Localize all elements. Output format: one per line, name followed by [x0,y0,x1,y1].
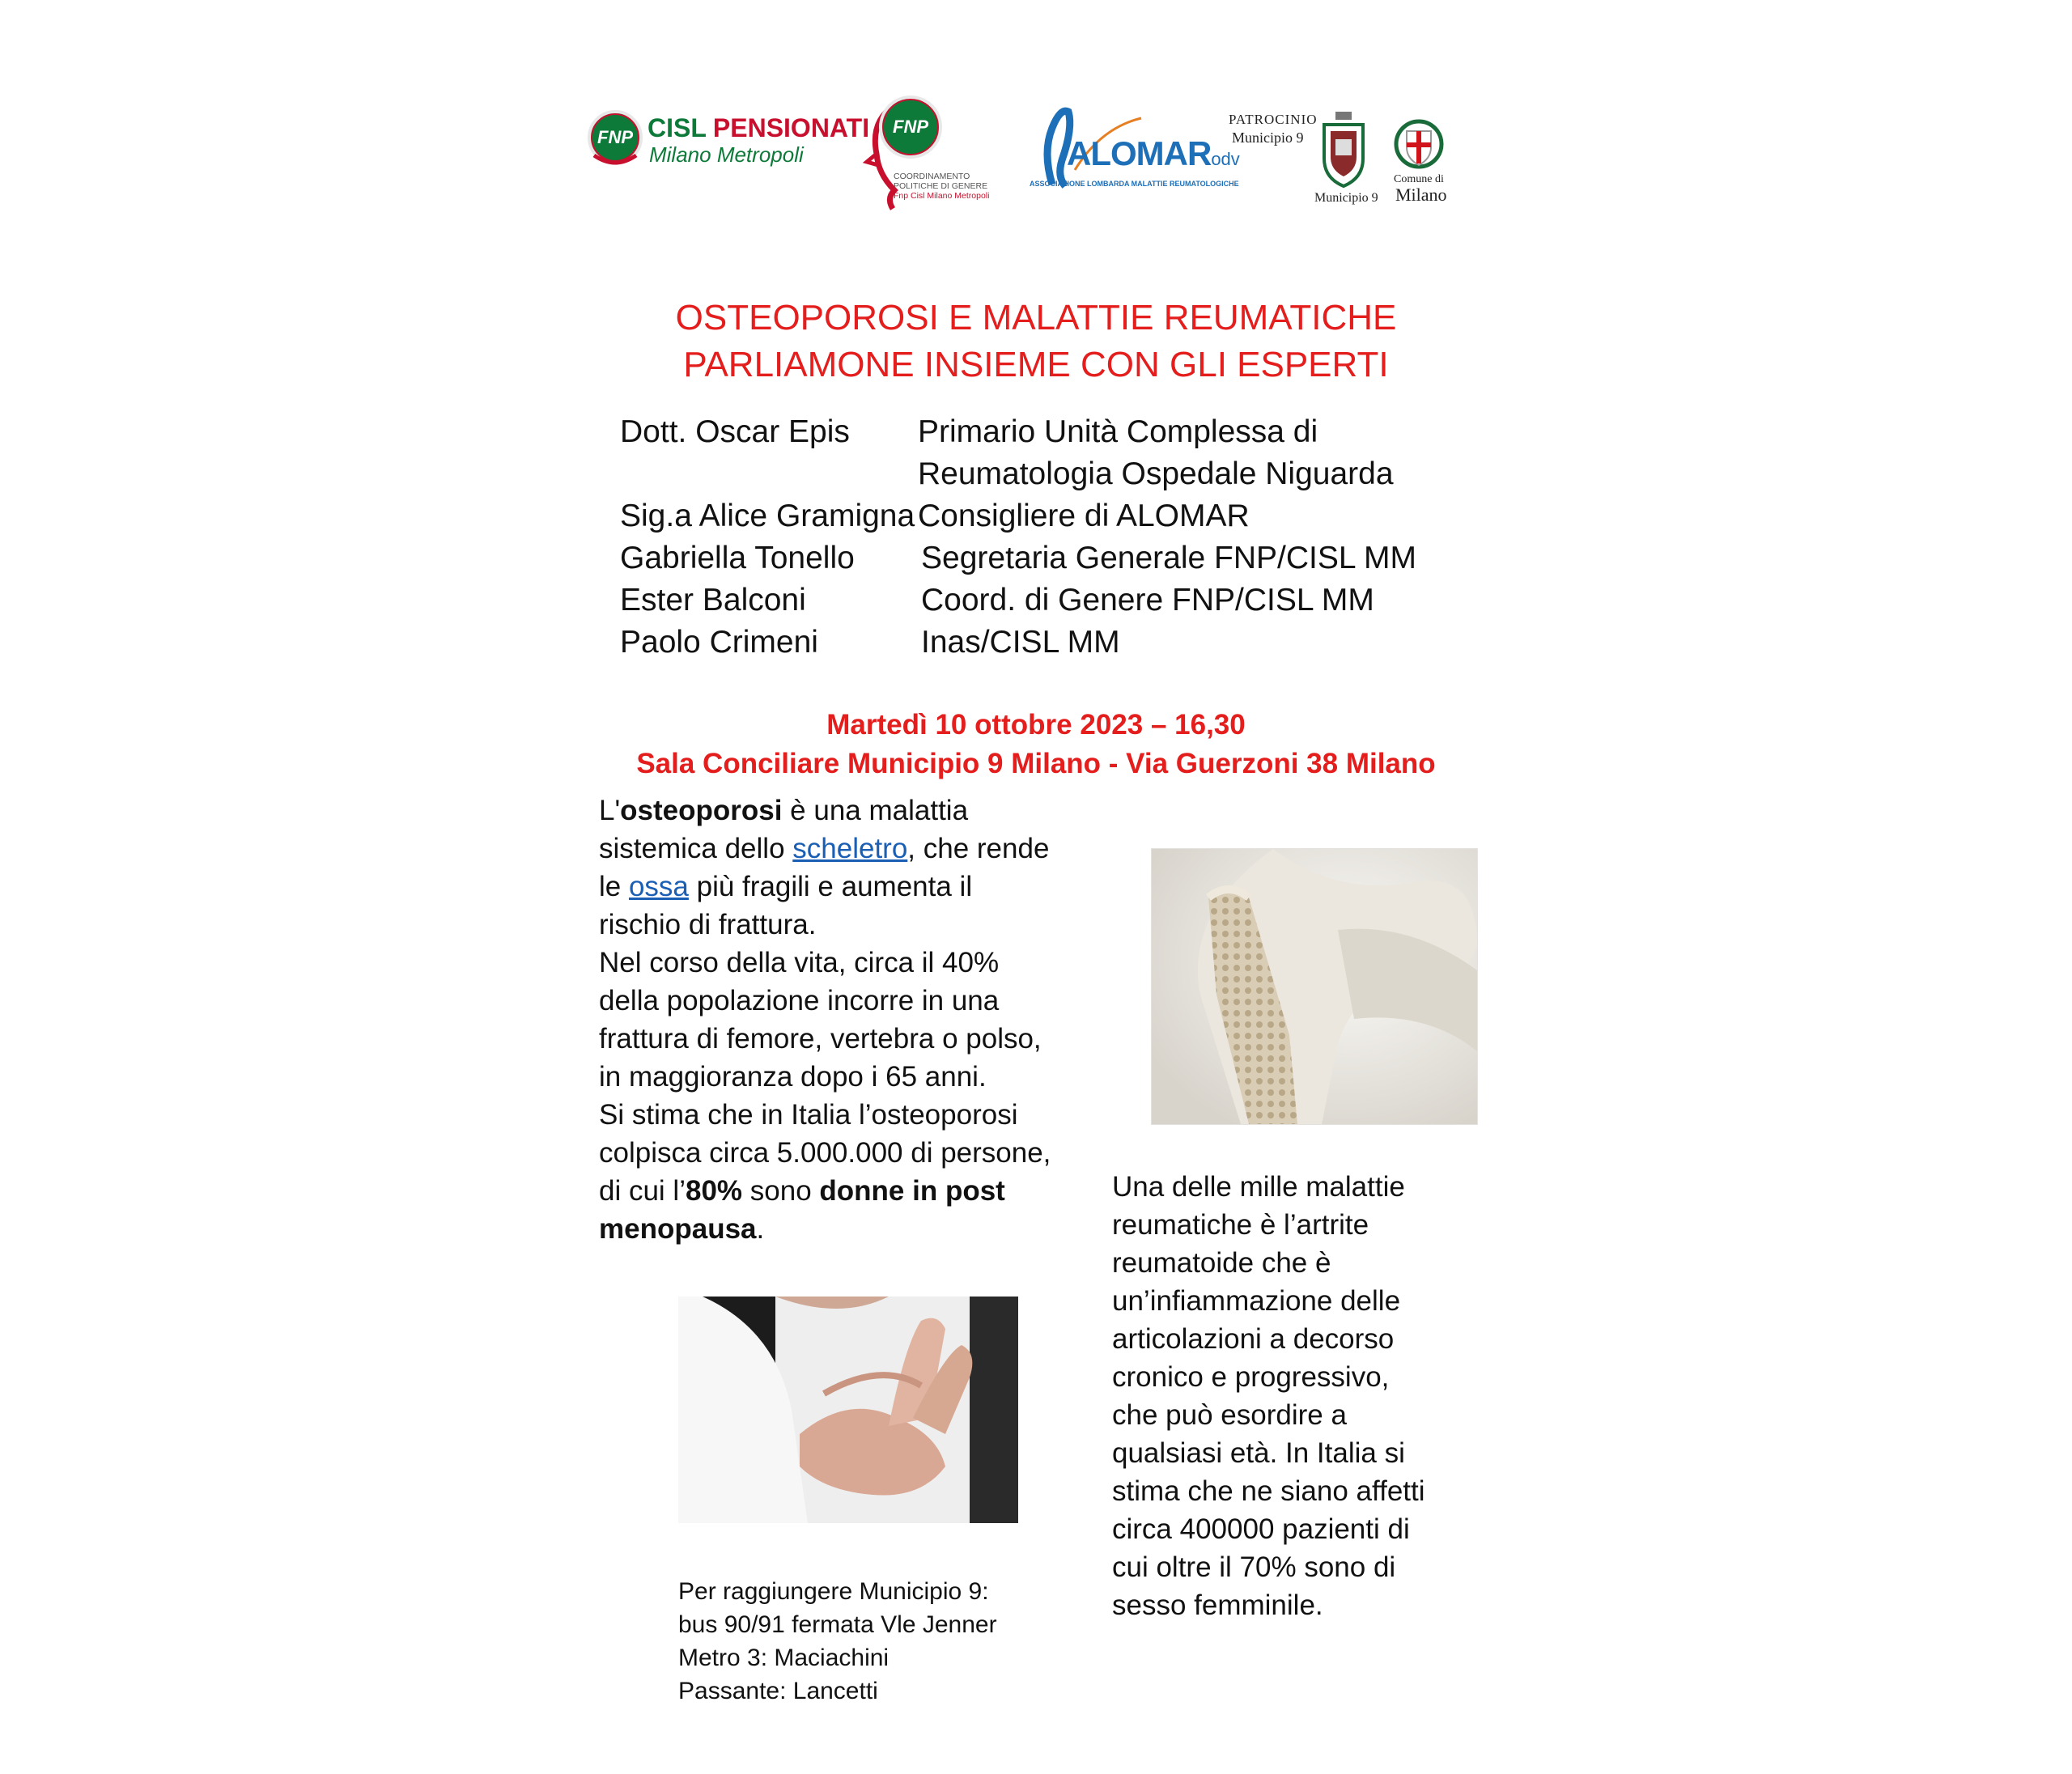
bone-cross-section-icon [1152,849,1477,1124]
event-title [0,295,2072,388]
directions-line: Metro 3: Maciachini [678,1645,890,1671]
speaker-role: Inas/CISL MM [921,625,1120,660]
bone-illustration [1151,848,1478,1125]
directions-line: Per raggiungere Municipio 9: [678,1578,989,1605]
arthritis-hands-icon [678,1297,1018,1523]
municipio-9-caption: Municipio 9 [1314,191,1378,205]
osteo-paragraph-2: Nel corso della vita, circa il 40% della popolazione incorre in una frattura di femore, vertebra o polso, in maggioranza dopo i 65 anni. [599,947,1042,1093]
osteo-paragraph-3: Si stima che in Italia l’osteoporosi colpisca circa 5.000.000 di persone, di cui l’80% sono donne in post menopausa. [599,1099,1051,1245]
directions-line: bus 90/91 fermata Vle Jenner [678,1611,997,1638]
fnp-badge-text: FNP [597,127,633,147]
speaker-name: Paolo Crimeni [620,625,818,660]
fnp-swoosh-icon [592,152,638,170]
cisl-pensionati-title: CISL PENSIONATI [648,113,870,142]
event-place: Sala Conciliare Municipio 9 Milano - Via Guerzoni 38 Milano [636,748,1436,779]
patrocinio-municipio: Municipio 9 [1232,129,1304,146]
alomar-subtitle: ASSOCIAZIONE LOMBARDA MALATTIE REUMATOLOGICHE [1030,180,1239,188]
speaker-name: Sig.a Alice Gramigna [620,499,915,533]
speaker-role-cont: Reumatologia Ospedale Niguarda [918,456,1394,491]
speaker-name: Gabriella Tonello [620,541,855,575]
event-date: Martedì 10 ottobre 2023 – 16,30 [826,709,1246,741]
fnp-badge-2-text: FNP [893,117,928,137]
ossa-link[interactable]: ossa [628,871,689,902]
title-line-2: PARLIAMONE INSIEME CON GLI ESPERTI [683,345,1389,384]
scheletro-link[interactable]: scheletro [792,833,908,864]
directions-block [678,1575,997,1708]
speaker-role: Coord. di Genere FNP/CISL MM [921,583,1374,618]
directions-line: Passante: Lancetti [678,1678,878,1704]
alomar-wordmark: ALOMARodv [1067,134,1240,172]
title-line-1: OSTEOPOROSI E MALATTIE REUMATICHE [675,298,1397,337]
osteo-paragraph-1: L'osteoporosi è una malattia sistemica dello scheletro, che rende le ossa più fragili e aumenta il rischio di frattura. [599,795,1050,940]
fnp-badge-2-icon [879,95,942,159]
osteoporosi-bold: osteoporosi [620,795,783,826]
speaker-role: Primario Unità Complessa di [918,414,1318,449]
speaker-name: Ester Balconi [620,583,806,618]
osteoporosi-description [599,792,1052,1248]
speaker-role: Segretaria Generale FNP/CISL MM [921,541,1416,575]
milano-label: Milano [1395,185,1447,205]
speakers-list [620,411,1429,670]
speaker-name: Dott. Oscar Epis [620,414,850,449]
cisl-subtitle: Milano Metropoli [649,142,804,167]
artrite-description: Una delle mille malattie reumatiche è l’artrite reumatoide che è un’infiammazione delle articolazioni a decorso cronico e progressivo, che può esordire a qualsiasi età. In Italia si stima che ne siano affetti circa 400000 pazienti di cui oltre il 70% sono di sesso femminile. [1112,1171,1425,1621]
comune-milano-coat-of-arms-icon [1394,117,1444,173]
municipio-9-coat-of-arms-icon [1318,110,1369,191]
coordinamento-text: COORDINAMENTO POLITICHE DI GENERE Fnp Cisl Milano Metropoli [894,172,990,201]
patrocinio-label: PATROCINIO [1229,112,1318,127]
header-logos [0,81,2072,219]
speaker-role: Consigliere di ALOMAR [918,499,1250,533]
comune-di-label: Comune di [1394,173,1444,185]
hands-photo [678,1297,1018,1523]
